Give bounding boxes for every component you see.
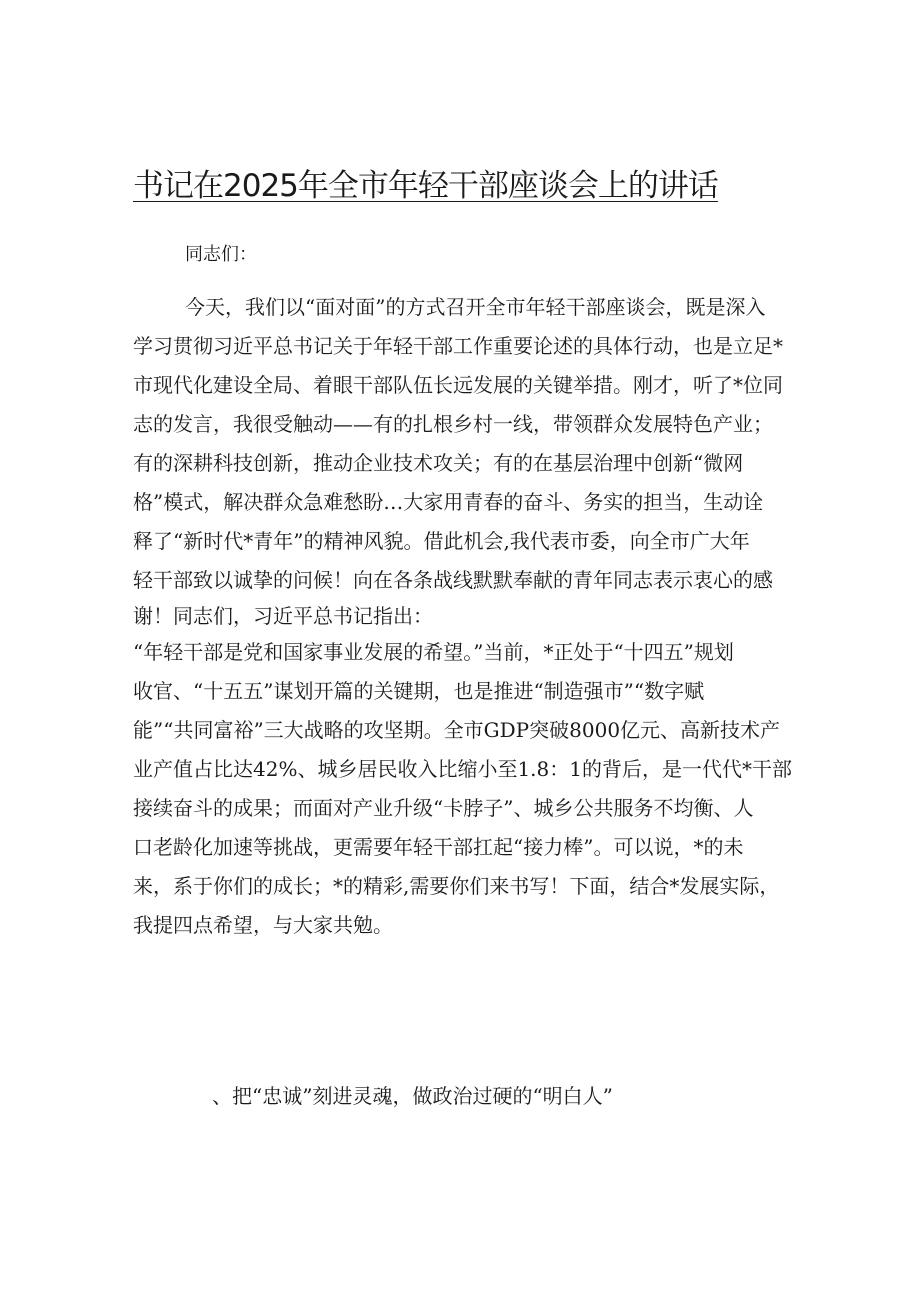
body-line: 格”模式，解决群众急难愁盼…大家用青春的奋斗、务实的担当，生动诠 [133,490,764,514]
body-line: 口老龄化加速等挑战，更需要年轻干部扛起“接力棒”。可以说，*的未 [133,835,744,859]
salutation: 同志们： [185,244,257,265]
document-title: 书记在2025年全市年轻干部座谈会上的讲话 [133,168,718,204]
section-heading: 、把“忠诚”刻进灵魂，做政治过硬的“明白人” [212,1084,613,1108]
body-line: 市现代化建设全局、着眼干部队伍长远发展的关键举措。刚才，听了*位同 [133,373,783,397]
body-line: 轻干部致以诚挚的问候！向在各条战线默默奉献的青年同志表示衷心的感 [133,568,773,592]
body-line: 来，系于你们的成长；*的精彩,需要你们来书写！下面，结合*发展实际， [133,874,780,898]
body-line: 业产值占比达42%、城乡居民收入比缩小至1.8：1的背后，是一代代*干部 [133,757,792,781]
body-line: 接续奋斗的成果；而面对产业升级“卡脖子”、城乡公共服务不均衡、人 [133,796,754,820]
body-line: 能”“共同富裕”三大战略的攻坚期。全市GDP突破8000亿元、高新技术产 [133,718,781,742]
body-paragraph [133,288,793,945]
body-line: “年轻干部是党和国家事业发展的希望。”当前，*正处于“十四五”规划 [133,640,734,664]
body-line: 收官、“十五五”谋划开篇的关键期，也是推进“制造强市”“数字赋 [133,679,705,703]
body-line: 今天，我们以“面对面”的方式召开全市年轻干部座谈会，既是深入 [185,295,766,319]
body-line: 谢！同志们，习近平总书记指出： [133,604,433,628]
body-line: 释了“新时代*青年”的精神风貌。借此机会,我代表市委，向全市广大年 [133,529,750,553]
body-line: 志的发言，我很受触动——有的扎根乡村一线，带领群众发展特色产业； [133,412,773,436]
body-line: 学习贯彻习近平总书记关于年轻干部工作重要论述的具体行动，也是立足* [133,334,783,358]
body-line: 有的深耕科技创新，推动企业技术攻关；有的在基层治理中创新“微网 [133,451,744,475]
body-line: 我提四点希望，与大家共勉。 [133,913,393,937]
